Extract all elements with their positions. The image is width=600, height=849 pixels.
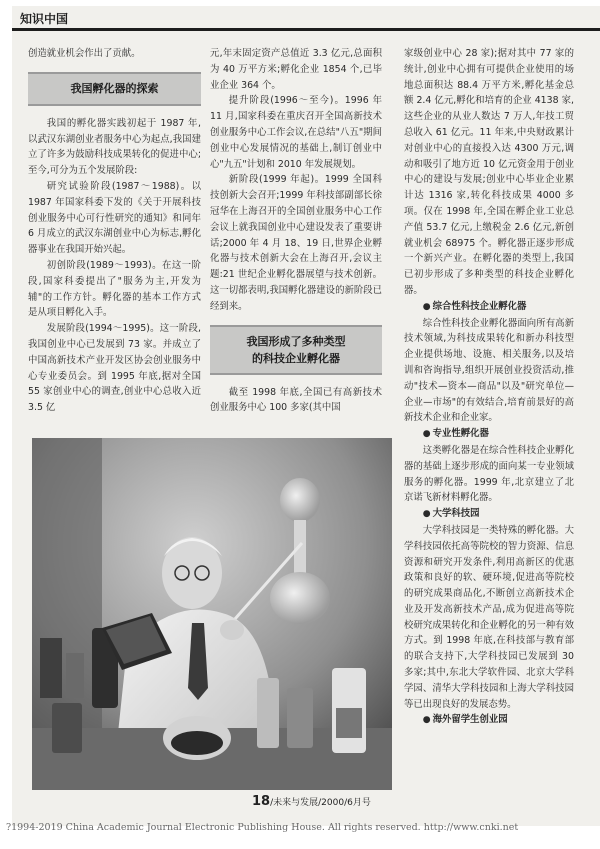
column-3 bbox=[404, 46, 574, 729]
section-heading-incubator-exploration: 我国孵化器的探索 bbox=[28, 72, 201, 106]
paragraph: 综合性科技企业孵化器面向所有高新技术领域,为科技成果转化和新办科技型企业提供场地、设施、相关服务,以及培训和咨询指导,组织开展创业投资活动,推动"技术—资本—商品"以及"研究单位—企业—市场"的有效结合,培育前景好的高新技术企业和企业家。 bbox=[404, 317, 574, 424]
bullet-heading bbox=[404, 506, 574, 523]
column-2 bbox=[210, 46, 382, 416]
page-number: 18 bbox=[252, 794, 271, 809]
column-1 bbox=[28, 46, 201, 416]
journal-issue: /未来与发展/2000/6月号 bbox=[270, 798, 371, 808]
header bbox=[12, 6, 600, 32]
bullet-heading bbox=[404, 426, 574, 443]
paragraph: 提升阶段(1996～至今)。1996 年 11 月,国家科委在重庆召开全国高新技术创业服务中心工作会议,在总结"八五"期间创业中心发展情况的基础上,制订创业中心"九五"计划和 2010 年发展规划。 bbox=[210, 95, 382, 170]
paragraph: 新阶段(1999 年起)。1999 全国科技创新大会召开;1999 年科技部副部长徐冠华在上海召开的全国创业服务中心工作会议上就我国创业中心建设发表了重要讲话;2000 年 4 月 18、19 日,世界企业孵化器与技术创新大会在上海召开,会议主题:21 世纪企业孵化器展望与技术创新。这一切都表明,我国孵化器建设的新阶段已经到来。 bbox=[210, 174, 382, 312]
bullet-dot-icon: ● bbox=[422, 715, 431, 726]
section-heading-incubator-types bbox=[210, 325, 382, 375]
bullet-heading-text: 综合性科技企业孵化器 bbox=[432, 300, 527, 312]
paragraph: 创造就业机会作出了贡献。 bbox=[28, 48, 141, 59]
paragraph: 初创阶段(1989～1993)。在这一阶段,国家科委提出了"服务为主,开发为辅"的工作方针。孵化器的基本工作方式是从项目孵化入手。 bbox=[28, 259, 201, 319]
bullet-dot-icon: ● bbox=[422, 509, 431, 520]
bullet-heading bbox=[404, 712, 574, 729]
bullet-heading-text: 专业性孵化器 bbox=[432, 428, 489, 440]
bullet-heading-text: 大学科技园 bbox=[432, 508, 480, 520]
bullet-heading-text: 海外留学生创业园 bbox=[432, 714, 508, 726]
paragraph: 我国的孵化器实践初起于 1987 年,以武汉东湖创业者服务中心为起点,我国建立了许多为鼓励科技成果转化的促进中心;至今,可分为五个发展阶段: bbox=[28, 117, 201, 177]
header-rule bbox=[12, 28, 600, 31]
paragraph: 截至 1998 年底,全国已有高新技术创业服务中心 100 多家(其中国 bbox=[210, 386, 382, 414]
section-heading-line: 的科技企业孵化器 bbox=[252, 351, 340, 365]
paragraph: 大学科技园是一类特殊的孵化器。大学科技园依托高等院校的智力资源、信息资源和研究开发条件,利用高新区的优惠政策和良好的软、硬环境,促进高等院校的研究成果商品化,不断创立高新技术企业及开发高新技术产品,成为促进高等院校研究成果转化和企业孵化的另一种有效方式。到 1998 年底,在科技部与教育部的联合支持下,大学科技园已发展到 30 多家;其中,东北大学软件园、北京大学科学园、清华大学科技园和上海大学科技园等已出现良好的发展态势。 bbox=[404, 524, 574, 710]
paragraph: 发展阶段(1994～1995)。这一阶段,我国创业中心已发展到 73 家。并成立了中国高新技术产业开发区协会创业服务中心专业委员会。到 1995 年底,据对全国 55 家创业中心的调查,创业中心总收入近 3.5 亿 bbox=[28, 323, 201, 414]
page bbox=[12, 6, 600, 826]
bullet-dot-icon: ● bbox=[422, 301, 431, 312]
bullet-dot-icon: ● bbox=[422, 429, 431, 440]
paragraph: 这类孵化器是在综合性科技企业孵化器的基础上逐步形成的面向某一专业领域服务的孵化器。1999 年,北京建立了北京诺飞新材料孵化器。 bbox=[404, 444, 574, 504]
paragraph: 元,年末固定资产总值近 3.3 亿元,总面积为 40 万平方米;孵化企业 1854 个,已毕业企业 364 个。 bbox=[210, 48, 382, 91]
page-footer bbox=[252, 794, 371, 809]
photo-illustration bbox=[32, 438, 392, 790]
copyright-line: ?1994-2019 China Academic Journal Electronic Publishing House. All rights reserved. http://www.cnki.net bbox=[6, 822, 519, 833]
paragraph: 家级创业中心 28 家);据对其中 77 家的统计,创业中心拥有可提供企业使用的场地总面积达 88.4 万平方米,孵化基金总额 2.4 亿元,孵化和培育的企业 4138 家,这些企业的从业人数达 7 万人,年技工贸总收入 61 亿元。11 年来,中央财政累计对创业中心的直接投入达 4300 万元,调动和吸引了地方近 10 亿元资金用于创业中心的建设与发展;创业中心毕业企业累计达 1316 家,转化科技成果 4000 多项。仅在 1998 年,全国在孵企业工业总产值 53.7 亿元,上缴税金 2.6 亿元,新创就业机会 68975 个。孵化器正逐步形成一个新兴产业。在孵化器的类型上,我国已初步形成了多种类型的科技企业孵化器。 bbox=[404, 48, 574, 296]
header-title: 知识中国 bbox=[20, 12, 69, 26]
bullet-heading bbox=[404, 299, 574, 316]
section-heading-line: 我国形成了多种类型 bbox=[246, 334, 346, 348]
paragraph: 研究试验阶段(1987～1988)。以 1987 年国家科委下发的《关于开展科技创业服务中心可行性研究的通知》和同年 6 月成立的武汉东湖创业中心为标志,孵化器事业在我国开始兴起。 bbox=[28, 180, 201, 256]
lab-scientist-photo bbox=[32, 438, 392, 790]
